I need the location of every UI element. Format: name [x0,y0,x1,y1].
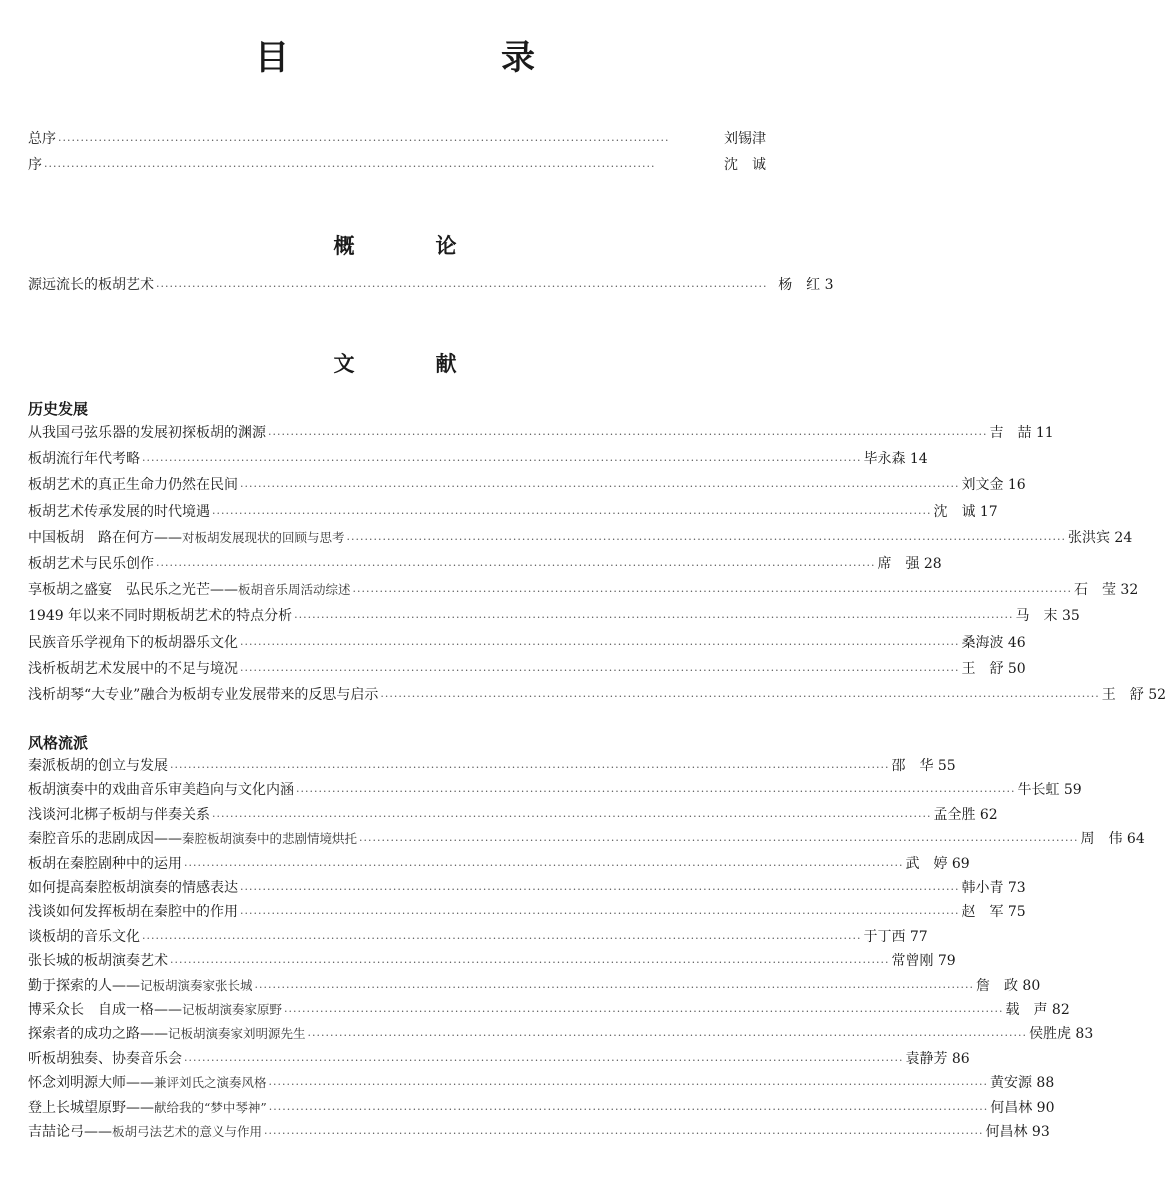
page-title: 目 录 [255,38,583,78]
toc-entry [28,853,970,875]
entry-main-title: 浅谈河北梆子板胡与伴奏关系 [28,806,210,823]
entry-author: 詹 政 80 [975,977,1041,994]
toc-entry [28,877,1026,899]
entry-main-title: 板胡流行年代考略 [28,451,140,468]
entry-author: 孟全胜 62 [933,806,998,823]
entry-subtitle: 对板胡发展现状的回顾与思考 [182,529,345,545]
entry-author: 张洪宾 24 [1067,529,1133,546]
leader-dots: ········································································································································ [156,280,768,293]
entry-main-title: 探索者的成功之路—— [28,1026,168,1043]
entry-author: 杨 红 3 [778,277,834,293]
entry-main-title: 板胡艺术与民乐创作 [28,556,154,572]
entry-main-title: 秦派板胡的创立与发展 [28,758,168,774]
entry-title [28,1121,262,1143]
entry-title [28,804,210,826]
entry-title [28,632,238,654]
entry-main-title: 享板胡之盛宴 弘民乐之光芒—— [28,582,238,599]
leader-dots: ································································································································································ [240,480,960,494]
entry-title [28,1023,306,1045]
leader-dots: ································································································································································ [240,907,960,921]
entry-subtitle: 记板胡演奏家刘明源先生 [168,1026,306,1042]
entry-author: 王 舒 50 [961,660,1026,677]
toc-entry [28,779,1082,801]
toc-entry [28,926,928,948]
entry-main-title: 从我国弓弦乐器的发展初探板胡的渊源 [28,425,266,441]
entry-title: 序 [28,157,42,173]
entry-title [28,658,238,680]
section-title-intro: 概 论 [333,233,487,258]
entry-title [28,975,253,997]
leader-dots: ································································································································································ [142,931,862,945]
toc-entry [28,128,766,150]
entry-author: 黄安源 88 [989,1075,1055,1092]
entry-main-title: 怀念刘明源大师—— [28,1075,154,1092]
leader-dots: ································································································································································ [156,559,876,572]
entry-subtitle: 板胡弓法艺术的意义与作用 [112,1124,263,1139]
toc-entry [28,975,1041,997]
entry-author: 何昌林 93 [985,1124,1050,1140]
toc-entry [28,1072,1055,1094]
leader-dots: ································································································································································ [268,1102,989,1116]
entry-author: 刘文金 16 [961,477,1026,494]
entry-main-title: 博采众长 自成一格—— [28,1002,182,1018]
leader-dots: ································································································································································ [264,1127,984,1140]
entry-title [28,605,292,627]
toc-entry [28,1048,970,1070]
entry-main-title: 民族音乐学视角下的板胡器乐文化 [28,634,238,651]
toc-entry [28,154,766,176]
toc-entry [28,1121,1050,1143]
entry-subtitle: 献给我的“梦中琴神” [154,1099,267,1115]
entry-author: 马 末 35 [1015,608,1080,625]
entry-main-title: 勤于探索的人—— [28,977,140,994]
toc-entry [28,527,1133,549]
leader-dots: ································································································································································ [170,761,890,774]
entry-title [28,553,154,575]
entry-main-title: 板胡艺术传承发展的时代境遇 [28,503,210,520]
entry-main-title: 浅析胡琴“大专业”融合为板胡专业发展带来的反思与启示 [28,687,379,703]
entry-title [28,501,210,523]
entry-main-title: 板胡艺术的真正生命力仍然在民间 [28,477,238,494]
leader-dots: ································································································································································ [352,585,1072,599]
leader-dots: ································································································································································ [240,637,960,651]
entry-title [28,684,378,706]
toc-entry [28,448,928,470]
entry-subtitle: 记板胡演奏家原野 [182,1002,283,1017]
entry-title [28,877,238,899]
entry-author: 载 声 82 [1005,1002,1070,1018]
entry-title [28,1048,182,1070]
toc-entry [28,828,1145,850]
entry-title [28,474,238,496]
toc-entry [28,632,1026,654]
entry-author: 邵 华 55 [891,758,956,774]
entry-title [28,950,168,972]
toc-entry [28,501,998,523]
leader-dots: ································································································································································ [184,1053,904,1067]
entry-author: 侯胜虎 83 [1028,1026,1094,1043]
entry-main-title: 张长城的板胡演奏艺术 [28,953,168,970]
entry-main-title: 听板胡独奏、协奏音乐会 [28,1050,182,1067]
entry-author: 常曾刚 79 [891,953,956,970]
entry-main-title: 板胡在秦腔剧种中的运用 [28,855,182,872]
entry-author: 牛长虹 59 [1017,782,1082,799]
entry-main-title: 吉喆论弓—— [28,1124,112,1140]
entry-author: 桑海波 46 [961,634,1026,651]
leader-dots: ································································································································································ [240,883,960,896]
toc-entry [28,684,1166,706]
toc-entry [28,950,956,972]
entry-title [28,853,182,875]
entry-main-title: 浅谈如何发挥板胡在秦腔中的作用 [28,904,238,921]
leader-dots: ································································································································································ [212,809,932,823]
entry-subtitle: 板胡音乐周活动综述 [238,582,351,598]
entry-author: 何昌林 90 [990,1099,1055,1116]
entry-subtitle: 兼评刘氏之演奏风格 [154,1075,267,1091]
toc-entry [28,422,1054,444]
entry-title [28,527,345,549]
section-title-literature: 文 献 [333,351,487,376]
leader-dots: ································································································································································ [359,834,1079,848]
toc-entry [28,474,1026,496]
leader-dots: ································································································································································ [170,956,890,970]
entry-title [28,1072,267,1094]
entry-main-title: 中国板胡 路在何方—— [28,529,182,546]
entry-main-title: 登上长城望原野—— [28,1099,154,1116]
leader-dots: ································································································································································ [294,611,1014,625]
entry-subtitle: 记板胡演奏家张长城 [140,977,253,993]
entry-title [28,828,357,850]
leader-dots: ································································································································································ [268,428,988,441]
entry-main-title: 谈板胡的音乐文化 [28,928,140,945]
entry-author: 武 婷 69 [905,855,970,872]
entry-main-title: 1949 年以来不同时期板胡艺术的特点分析 [28,608,293,625]
entry-title [28,1097,267,1119]
leader-dots: ································································································································································ [307,1029,1027,1043]
entry-title [28,579,351,601]
leader-dots: ································································································································································ [184,858,904,872]
entry-title: 总序 [28,131,56,147]
group-title: 风格流派 [28,734,89,752]
entry-title [28,448,140,470]
entry-author: 刘锡津 [724,131,766,147]
leader-dots: ································································································································································ [284,1005,1004,1018]
entry-author: 韩小青 73 [961,880,1026,896]
toc-entry [28,755,956,777]
entry-author: 石 莹 32 [1073,582,1139,599]
entry-author: 毕永森 14 [863,451,928,468]
toc-entry [28,804,998,826]
entry-main-title: 如何提高秦腔板胡演奏的情感表达 [28,880,238,896]
toc-entry [28,553,942,575]
entry-title [28,422,266,444]
leader-dots: ································································································································································ [380,690,1100,703]
entry-main-title: 浅析板胡艺术发展中的不足与境况 [28,660,238,677]
group-title: 历史发展 [28,400,89,418]
entry-subtitle: 秦腔板胡演奏中的悲剧情境烘托 [182,831,358,847]
entry-author: 袁静芳 86 [905,1050,970,1067]
toc-entry [28,605,1080,627]
toc-entry [28,658,1026,680]
entry-author: 王 舒 52 [1101,687,1166,703]
entry-title [28,926,140,948]
toc-entry [28,274,834,296]
leader-dots: ································································································································································ [142,454,862,468]
entry-author: 沈 诚 17 [933,503,998,520]
toc-entry [28,1023,1094,1045]
leader-dots: ································································································································································ [254,980,974,994]
entry-title: 源远流长的板胡艺术 [28,277,154,293]
entry-title [28,901,238,923]
entry-main-title: 板胡演奏中的戏曲音乐审美趋向与文化内涵 [28,782,294,799]
toc-entry [28,579,1139,601]
entry-author: 吉 喆 11 [989,425,1054,441]
entry-title [28,755,168,777]
leader-dots: ································································································································································ [296,785,1016,799]
leader-dots: ································································································································································ [212,506,932,520]
leader-dots: ································································································································································ [268,1078,988,1092]
leader-dots: ········································································································································ [44,160,656,173]
entry-author: 于丁西 77 [863,928,928,945]
toc-entry [28,999,1070,1021]
entry-title [28,779,294,801]
entry-author: 赵 军 75 [961,904,1026,921]
leader-dots: ································································································································································ [240,663,960,677]
toc-entry [28,1097,1055,1119]
leader-dots: ········································································································································ [58,134,670,147]
entry-main-title: 秦腔音乐的悲剧成因—— [28,831,182,848]
toc-entry [28,901,1026,923]
leader-dots: ································································································································································ [346,532,1066,546]
entry-title [28,999,282,1021]
entry-author: 周 伟 64 [1080,831,1145,848]
entry-author: 席 强 28 [877,556,942,572]
entry-author: 沈 诚 [724,157,766,173]
